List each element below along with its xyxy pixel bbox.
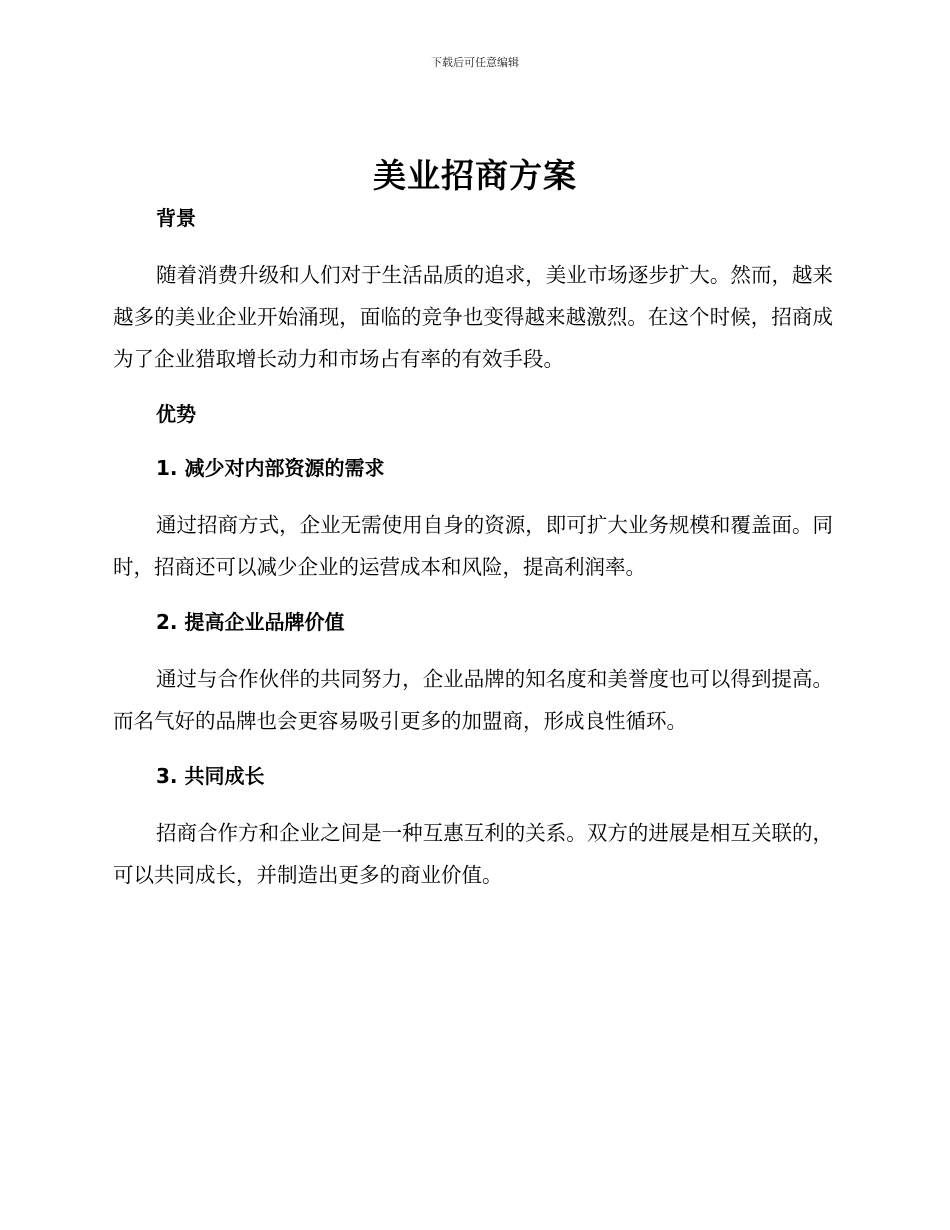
- section-heading-advantage: 优势: [156, 402, 196, 426]
- paragraph-background: 随着消费升级和人们对于生活品质的追求，美业市场逐步扩大。然而，越来越多的美业企业开始涌现，面临的竞争也变得越来越激烈。在这个时候，招商成为了企业猎取增长动力和市场占有率的有效手段。: [113, 263, 833, 371]
- point-heading-3: 3. 共同成长: [156, 764, 265, 788]
- point-heading-1: 1. 减少对内部资源的需求: [156, 456, 385, 480]
- document-body: [113, 196, 833, 908]
- paragraph-point-1: 通过招商方式，企业无需使用自身的资源，即可扩大业务规模和覆盖面。同时，招商还可以减少企业的运营成本和风险，提高利润率。: [113, 513, 833, 579]
- point-heading-2: 2. 提高企业品牌价值: [156, 610, 345, 634]
- paragraph-point-3: 招商合作方和企业之间是一种互惠互利的关系。双方的进展是相互关联的，可以共同成长，并制造出更多的商业价值。: [113, 821, 833, 887]
- paragraph-point-2: 通过与合作伙伴的共同努力，企业品牌的知名度和美誉度也可以得到提高。而名气好的品牌也会更容易吸引更多的加盟商，形成良性循环。: [113, 667, 833, 733]
- header-note: 下载后可任意编辑: [431, 56, 519, 69]
- document-title: 美业招商方案: [373, 156, 577, 195]
- section-heading-background: 背景: [156, 206, 196, 230]
